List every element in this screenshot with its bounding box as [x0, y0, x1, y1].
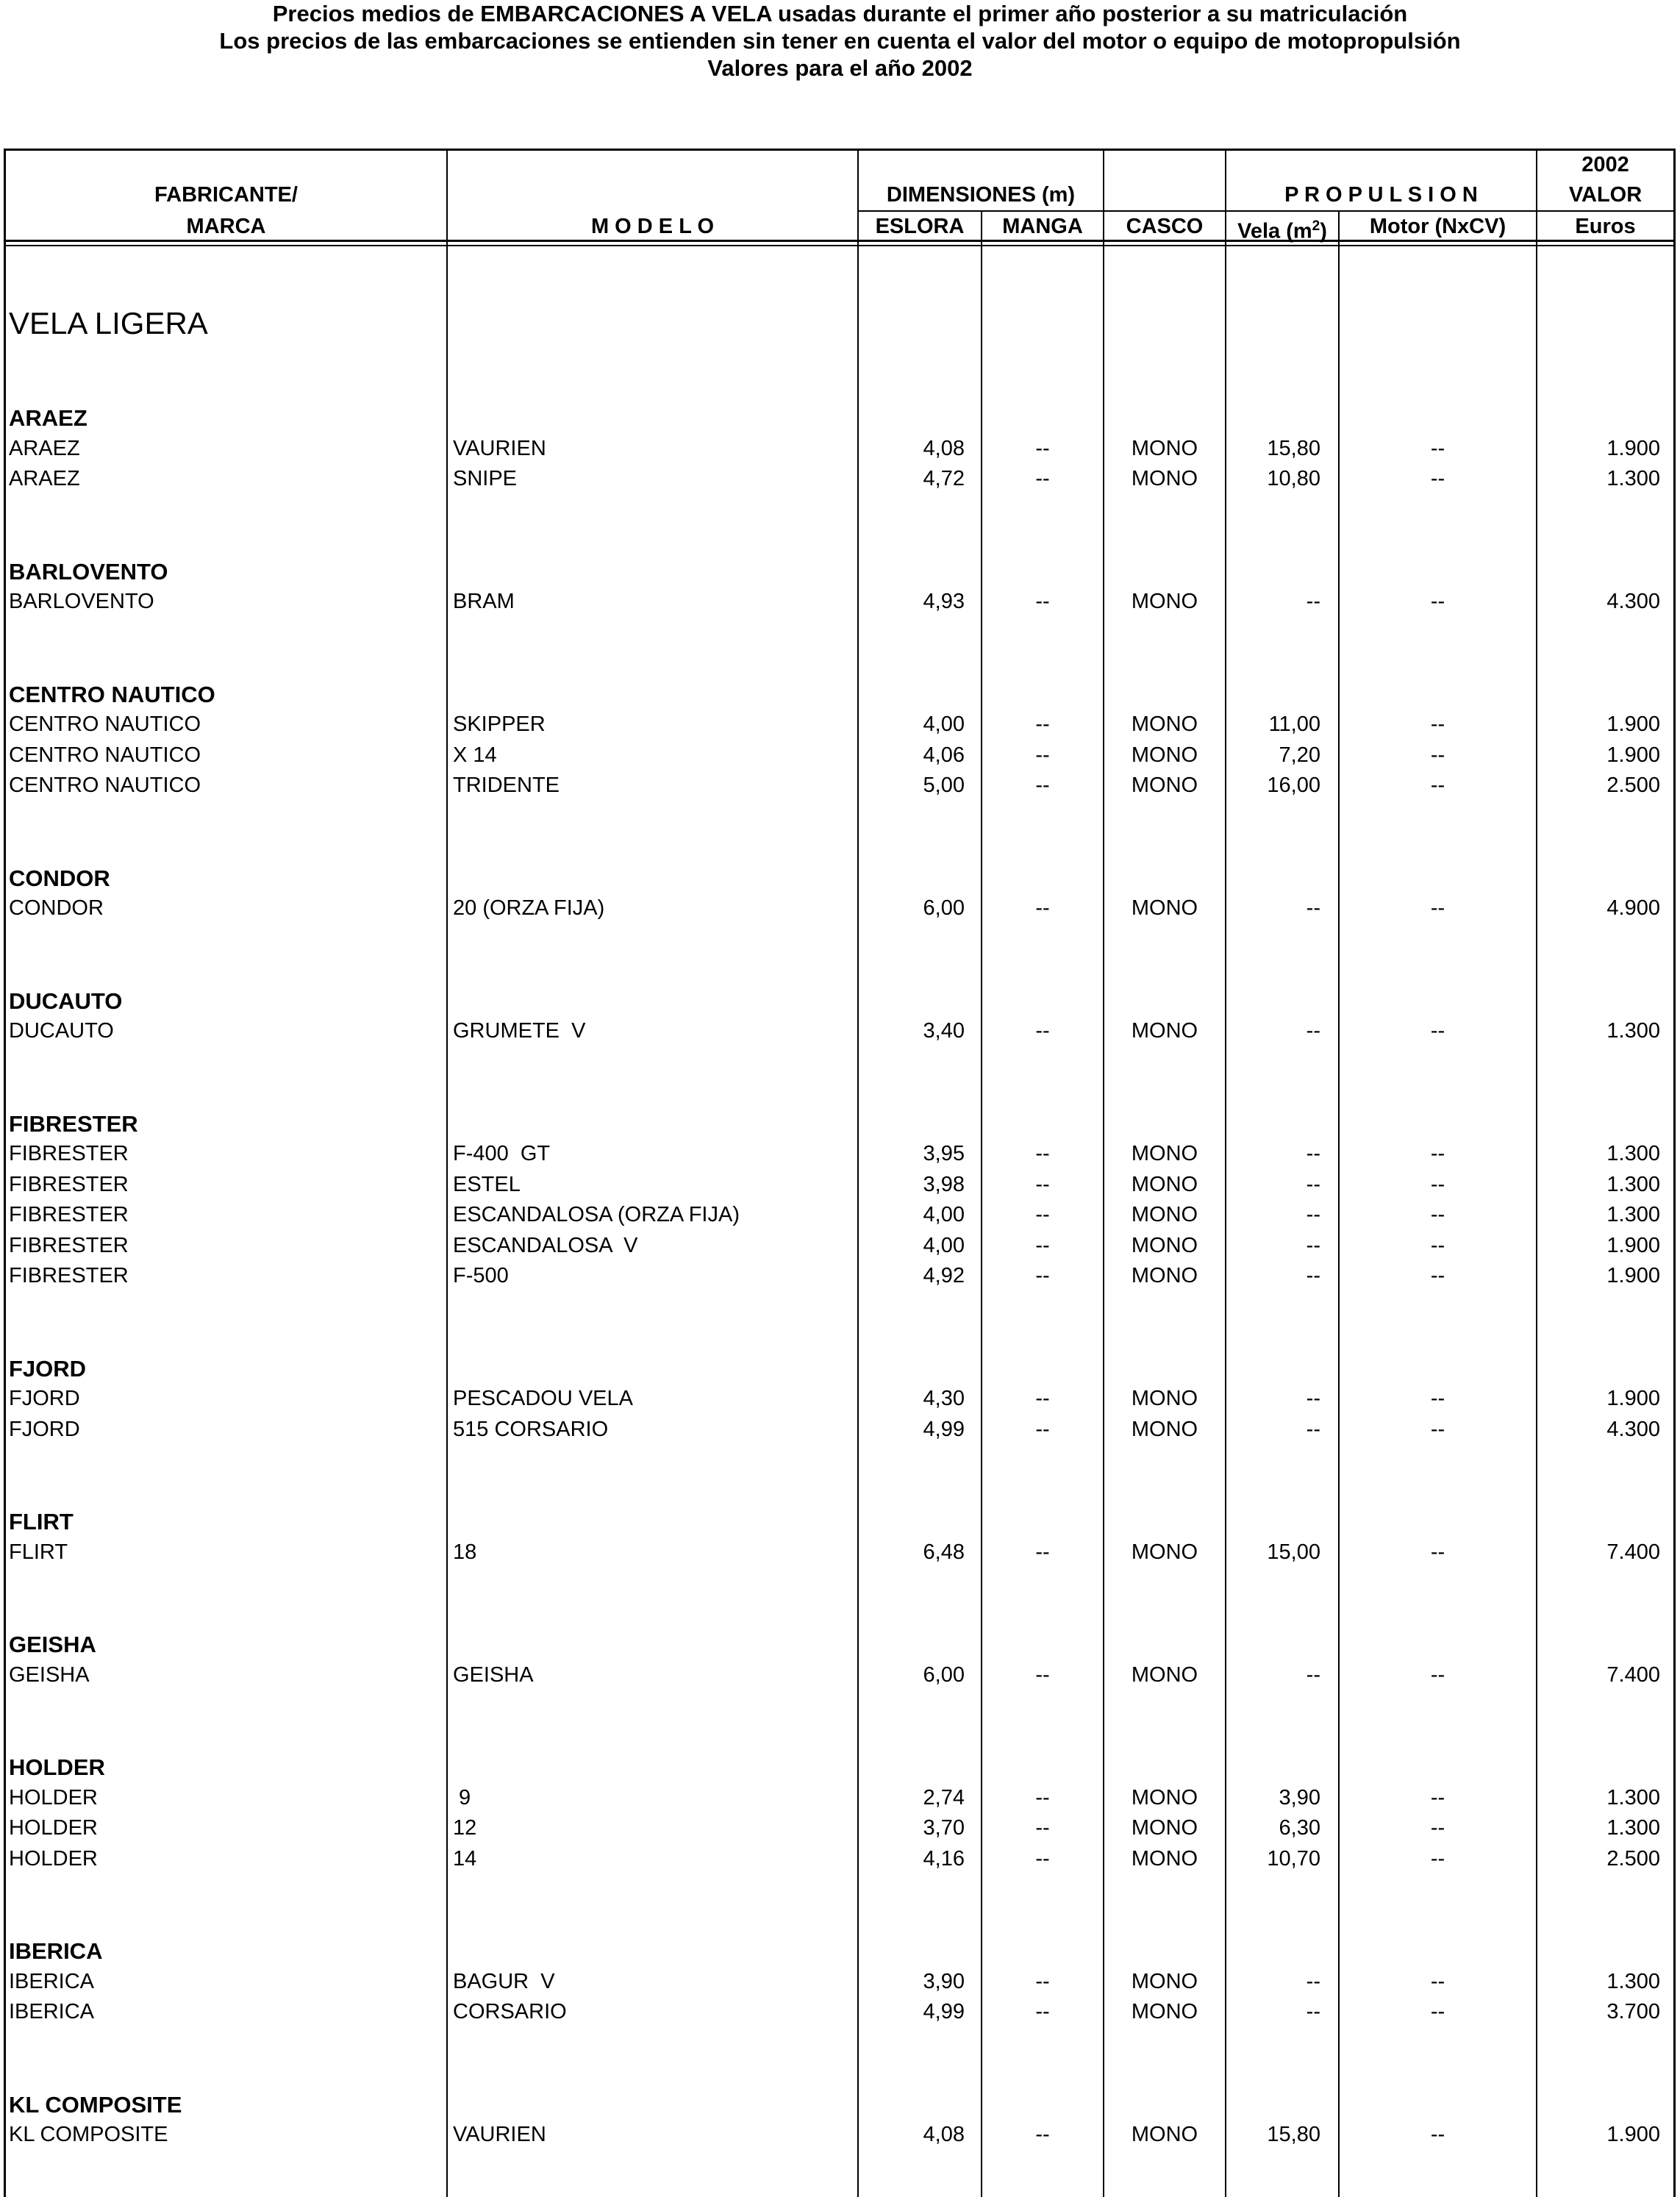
title-line-2: Los precios de las embarcaciones se entienden sin tener en cuenta el valor del motor o equipo de motopropulsión — [219, 28, 1461, 54]
cell-valor: 4.900 — [1606, 896, 1660, 920]
header-bottom-border-2 — [4, 245, 1676, 246]
cell-manga: -- — [1035, 467, 1050, 490]
cell-vela: 10,70 — [1267, 1847, 1320, 1871]
cell-marca: HOLDER — [9, 1847, 98, 1871]
cell-casco: MONO — [1131, 1540, 1198, 1564]
cell-marca: FJORD — [9, 1418, 80, 1441]
cell-vela: 3,90 — [1279, 1786, 1320, 1810]
cell-eslora: 3,40 — [923, 1019, 965, 1043]
brand-heading: CONDOR — [9, 865, 110, 891]
cell-vela: 15,00 — [1267, 1540, 1320, 1564]
cell-manga: -- — [1035, 1970, 1050, 1993]
brand-heading: IBERICA — [9, 1938, 103, 1964]
brand-heading: CENTRO NAUTICO — [9, 682, 215, 707]
cell-motor: -- — [1430, 590, 1445, 613]
cell-manga: -- — [1035, 774, 1050, 797]
cell-valor: 2.500 — [1606, 1847, 1660, 1871]
cell-marca: CONDOR — [9, 896, 104, 920]
cell-eslora: 4,06 — [923, 743, 965, 767]
cell-modelo: PESCADOU VELA — [453, 1387, 633, 1410]
cell-marca: CENTRO NAUTICO — [9, 712, 201, 736]
document-title-block — [0, 0, 1680, 82]
cell-casco: MONO — [1131, 896, 1198, 920]
cell-eslora: 5,00 — [923, 774, 965, 797]
cell-modelo: BRAM — [453, 590, 515, 613]
cell-marca: IBERICA — [9, 1970, 95, 1993]
cell-valor: 1.300 — [1606, 1816, 1660, 1840]
cell-manga: -- — [1035, 1264, 1050, 1287]
cell-marca: FJORD — [9, 1387, 80, 1410]
cell-manga: -- — [1035, 437, 1050, 460]
cell-valor: 1.300 — [1606, 1019, 1660, 1043]
cell-casco: MONO — [1131, 1142, 1198, 1165]
cell-modelo: BAGUR V — [453, 1970, 555, 1993]
cell-casco: MONO — [1131, 1264, 1198, 1287]
cell-modelo: X 14 — [453, 743, 497, 767]
section-title: VELA LIGERA — [9, 306, 208, 340]
cell-casco: MONO — [1131, 712, 1198, 736]
cell-modelo: F-400 GT — [453, 1142, 551, 1165]
cell-casco: MONO — [1131, 2123, 1198, 2146]
header-valor: VALOR — [1568, 183, 1643, 207]
cell-eslora: 6,00 — [923, 896, 965, 920]
cell-valor: 1.300 — [1606, 1970, 1660, 1993]
cell-vela: -- — [1306, 896, 1320, 920]
cell-casco: MONO — [1131, 1816, 1198, 1840]
cell-valor: 1.900 — [1606, 2123, 1660, 2146]
header-euros: Euros — [1575, 215, 1636, 238]
header-eslora: ESLORA — [875, 215, 965, 238]
cell-motor: -- — [1430, 1970, 1445, 1993]
cell-marca: DUCAUTO — [9, 1019, 114, 1043]
cell-vela: -- — [1306, 1234, 1320, 1257]
cell-manga: -- — [1035, 590, 1050, 613]
cell-motor: -- — [1430, 1663, 1445, 1687]
cell-vela: -- — [1306, 1019, 1320, 1043]
cell-modelo: CORSARIO — [453, 2000, 567, 2023]
cell-valor: 1.900 — [1606, 1234, 1660, 1257]
cell-motor: -- — [1430, 774, 1445, 797]
cell-modelo: ESCANDALOSA (ORZA FIJA) — [453, 1203, 740, 1226]
cell-vela: 15,80 — [1267, 437, 1320, 460]
cell-manga: -- — [1035, 712, 1050, 736]
header-motor: Motor (NxCV) — [1369, 215, 1506, 238]
brand-heading: DUCAUTO — [9, 988, 123, 1014]
cell-valor: 2.500 — [1606, 774, 1660, 797]
cell-eslora: 4,00 — [923, 1203, 965, 1226]
cell-casco: MONO — [1131, 467, 1198, 490]
cell-manga: -- — [1035, 2000, 1050, 2023]
cell-modelo: SKIPPER — [453, 712, 546, 736]
cell-manga: -- — [1035, 1387, 1050, 1410]
cell-casco: MONO — [1131, 2000, 1198, 2023]
cell-modelo: ESCANDALOSA V — [453, 1234, 638, 1257]
cell-marca: HOLDER — [9, 1816, 98, 1840]
header-manga: MANGA — [1002, 215, 1083, 238]
cell-valor: 7.400 — [1606, 1540, 1660, 1564]
cell-valor: 3.700 — [1606, 2000, 1660, 2023]
cell-modelo: 20 (ORZA FIJA) — [453, 896, 605, 920]
brand-heading: HOLDER — [9, 1754, 105, 1780]
cell-valor: 1.300 — [1606, 467, 1660, 490]
brand-heading: FIBRESTER — [9, 1111, 138, 1137]
cell-eslora: 4,08 — [923, 2123, 965, 2146]
cell-manga: -- — [1035, 896, 1050, 920]
cell-eslora: 3,70 — [923, 1816, 965, 1840]
table-top-border — [4, 149, 1676, 151]
brand-heading: KL COMPOSITE — [9, 2092, 182, 2118]
cell-marca: FIBRESTER — [9, 1234, 129, 1257]
cell-motor: -- — [1430, 743, 1445, 767]
cell-vela: -- — [1306, 2000, 1320, 2023]
cell-casco: MONO — [1131, 1418, 1198, 1441]
cell-casco: MONO — [1131, 743, 1198, 767]
cell-valor: 4.300 — [1606, 590, 1660, 613]
cell-valor: 1.900 — [1606, 712, 1660, 736]
cell-eslora: 6,00 — [923, 1663, 965, 1687]
cell-vela: 11,00 — [1268, 712, 1320, 736]
brand-heading: ARAEZ — [9, 405, 87, 431]
cell-motor: -- — [1430, 1816, 1445, 1840]
cell-motor: -- — [1430, 1173, 1445, 1196]
cell-manga: -- — [1035, 743, 1050, 767]
cell-marca: FIBRESTER — [9, 1264, 129, 1287]
header-marca: MARCA — [186, 215, 266, 238]
header-casco: CASCO — [1126, 215, 1204, 238]
cell-eslora: 3,95 — [923, 1142, 965, 1165]
cell-manga: -- — [1035, 1540, 1050, 1564]
cell-valor: 1.900 — [1606, 1264, 1660, 1287]
cell-motor: -- — [1430, 1847, 1445, 1871]
cell-casco: MONO — [1131, 1234, 1198, 1257]
header-vela — [1226, 212, 1338, 246]
cell-motor: -- — [1430, 1387, 1445, 1410]
title-line-3: Valores para el año 2002 — [707, 55, 973, 81]
cell-casco: MONO — [1131, 437, 1198, 460]
cell-eslora: 4,92 — [923, 1264, 965, 1287]
cell-vela: 16,00 — [1267, 774, 1320, 797]
cell-motor: -- — [1430, 712, 1445, 736]
header-propulsion: P R O P U L S I O N — [1284, 183, 1478, 207]
cell-vela: -- — [1306, 1418, 1320, 1441]
header-year: 2002 — [1581, 153, 1629, 176]
cell-manga: -- — [1035, 2123, 1050, 2146]
cell-valor: 7.400 — [1606, 1663, 1660, 1687]
header-vela-close: ) — [1320, 219, 1327, 243]
cell-marca: FLIRT — [9, 1540, 68, 1564]
cell-marca: IBERICA — [9, 2000, 95, 2023]
cell-valor: 1.300 — [1606, 1203, 1660, 1226]
cell-motor: -- — [1430, 2000, 1445, 2023]
cell-eslora: 4,72 — [923, 467, 965, 490]
cell-motor: -- — [1430, 1234, 1445, 1257]
cell-eslora: 6,48 — [923, 1540, 965, 1564]
title-line-1: Precios medios de EMBARCACIONES A VELA usadas durante el primer año posterior a su matriculación — [272, 1, 1408, 26]
cell-modelo: 14 — [453, 1847, 477, 1871]
cell-manga: -- — [1035, 1142, 1050, 1165]
cell-modelo: SNIPE — [453, 467, 518, 490]
cell-modelo: 12 — [453, 1816, 477, 1840]
cell-manga: -- — [1035, 1786, 1050, 1810]
cell-modelo: TRIDENTE — [453, 774, 560, 797]
cell-motor: -- — [1430, 896, 1445, 920]
cell-eslora: 2,74 — [923, 1786, 965, 1810]
cell-eslora: 4,30 — [923, 1387, 965, 1410]
cell-vela: -- — [1306, 1387, 1320, 1410]
cell-modelo: ESTEL — [453, 1173, 521, 1196]
cell-modelo: 9 — [453, 1786, 471, 1810]
cell-valor: 1.300 — [1606, 1142, 1660, 1165]
cell-manga: -- — [1035, 1173, 1050, 1196]
cell-manga: -- — [1035, 1816, 1050, 1840]
cell-casco: MONO — [1131, 1970, 1198, 1993]
brand-heading: BARLOVENTO — [9, 559, 168, 585]
cell-vela: -- — [1306, 1663, 1320, 1687]
cell-vela: -- — [1306, 1264, 1320, 1287]
cell-valor: 4.300 — [1606, 1418, 1660, 1441]
cell-marca: GEISHA — [9, 1663, 90, 1687]
cell-motor: -- — [1430, 1264, 1445, 1287]
cell-casco: MONO — [1131, 774, 1198, 797]
cell-motor: -- — [1430, 2123, 1445, 2146]
cell-vela: -- — [1306, 1203, 1320, 1226]
cell-eslora: 4,00 — [923, 712, 965, 736]
cell-casco: MONO — [1131, 1847, 1198, 1871]
cell-motor: -- — [1430, 467, 1445, 490]
header-vela-sup: 2 — [1312, 218, 1320, 234]
cell-motor: -- — [1430, 1142, 1445, 1165]
cell-casco: MONO — [1131, 1019, 1198, 1043]
cell-marca: CENTRO NAUTICO — [9, 743, 201, 767]
cell-vela: -- — [1306, 1970, 1320, 1993]
cell-eslora: 4,99 — [923, 1418, 965, 1441]
cell-manga: -- — [1035, 1019, 1050, 1043]
cell-casco: MONO — [1131, 1387, 1198, 1410]
cell-marca: BARLOVENTO — [9, 590, 154, 613]
cell-motor: -- — [1430, 1203, 1445, 1226]
header-vela-label: Vela (m — [1237, 219, 1312, 243]
brand-heading: FLIRT — [9, 1509, 74, 1535]
cell-valor: 1.300 — [1606, 1786, 1660, 1810]
cell-vela: 10,80 — [1267, 467, 1320, 490]
header-modelo: M O D E L O — [590, 215, 715, 238]
cell-eslora: 3,90 — [923, 1970, 965, 1993]
cell-modelo: 18 — [453, 1540, 477, 1564]
cell-casco: MONO — [1131, 1203, 1198, 1226]
cell-modelo: VAURIEN — [453, 437, 546, 460]
cell-vela: -- — [1306, 1142, 1320, 1165]
cell-valor: 1.300 — [1606, 1173, 1660, 1196]
cell-valor: 1.900 — [1606, 437, 1660, 460]
col-line-left — [4, 149, 6, 2197]
cell-marca: KL COMPOSITE — [9, 2123, 168, 2146]
cell-marca: ARAEZ — [9, 467, 80, 490]
cell-eslora: 4,00 — [923, 1234, 965, 1257]
cell-eslora: 4,16 — [923, 1847, 965, 1871]
cell-casco: MONO — [1131, 1173, 1198, 1196]
cell-manga: -- — [1035, 1234, 1050, 1257]
cell-modelo: GEISHA — [453, 1663, 534, 1687]
col-line-right — [1673, 149, 1676, 2197]
cell-marca: ARAEZ — [9, 437, 80, 460]
cell-marca: FIBRESTER — [9, 1173, 129, 1196]
cell-casco: MONO — [1131, 1786, 1198, 1810]
cell-vela: 6,30 — [1279, 1816, 1320, 1840]
header-fabricante: FABRICANTE/ — [154, 183, 298, 207]
cell-vela: -- — [1306, 590, 1320, 613]
cell-valor: 1.900 — [1606, 1387, 1660, 1410]
cell-motor: -- — [1430, 437, 1445, 460]
cell-manga: -- — [1035, 1418, 1050, 1441]
cell-casco: MONO — [1131, 590, 1198, 613]
cell-motor: -- — [1430, 1540, 1445, 1564]
col-line-modelo — [446, 149, 448, 2197]
cell-marca: CENTRO NAUTICO — [9, 774, 201, 797]
cell-marca: HOLDER — [9, 1786, 98, 1810]
cell-eslora: 4,99 — [923, 2000, 965, 2023]
cell-motor: -- — [1430, 1019, 1445, 1043]
cell-modelo: F-500 — [453, 1264, 509, 1287]
cell-vela: 7,20 — [1279, 743, 1320, 767]
cell-manga: -- — [1035, 1847, 1050, 1871]
cell-eslora: 4,93 — [923, 590, 965, 613]
header-dimensiones: DIMENSIONES (m) — [886, 183, 1076, 207]
cell-casco: MONO — [1131, 1663, 1198, 1687]
cell-manga: -- — [1035, 1663, 1050, 1687]
cell-modelo: VAURIEN — [453, 2123, 546, 2146]
brand-heading: GEISHA — [9, 1632, 96, 1657]
cell-marca: FIBRESTER — [9, 1142, 129, 1165]
cell-vela: 15,80 — [1267, 2123, 1320, 2146]
cell-manga: -- — [1035, 1203, 1050, 1226]
cell-eslora: 3,98 — [923, 1173, 965, 1196]
cell-motor: -- — [1430, 1418, 1445, 1441]
cell-motor: -- — [1430, 1786, 1445, 1810]
cell-valor: 1.900 — [1606, 743, 1660, 767]
cell-eslora: 4,08 — [923, 437, 965, 460]
brand-heading: FJORD — [9, 1356, 87, 1382]
cell-marca: FIBRESTER — [9, 1203, 129, 1226]
cell-modelo: GRUMETE V — [453, 1019, 586, 1043]
cell-vela: -- — [1306, 1173, 1320, 1196]
cell-modelo: 515 CORSARIO — [453, 1418, 609, 1441]
